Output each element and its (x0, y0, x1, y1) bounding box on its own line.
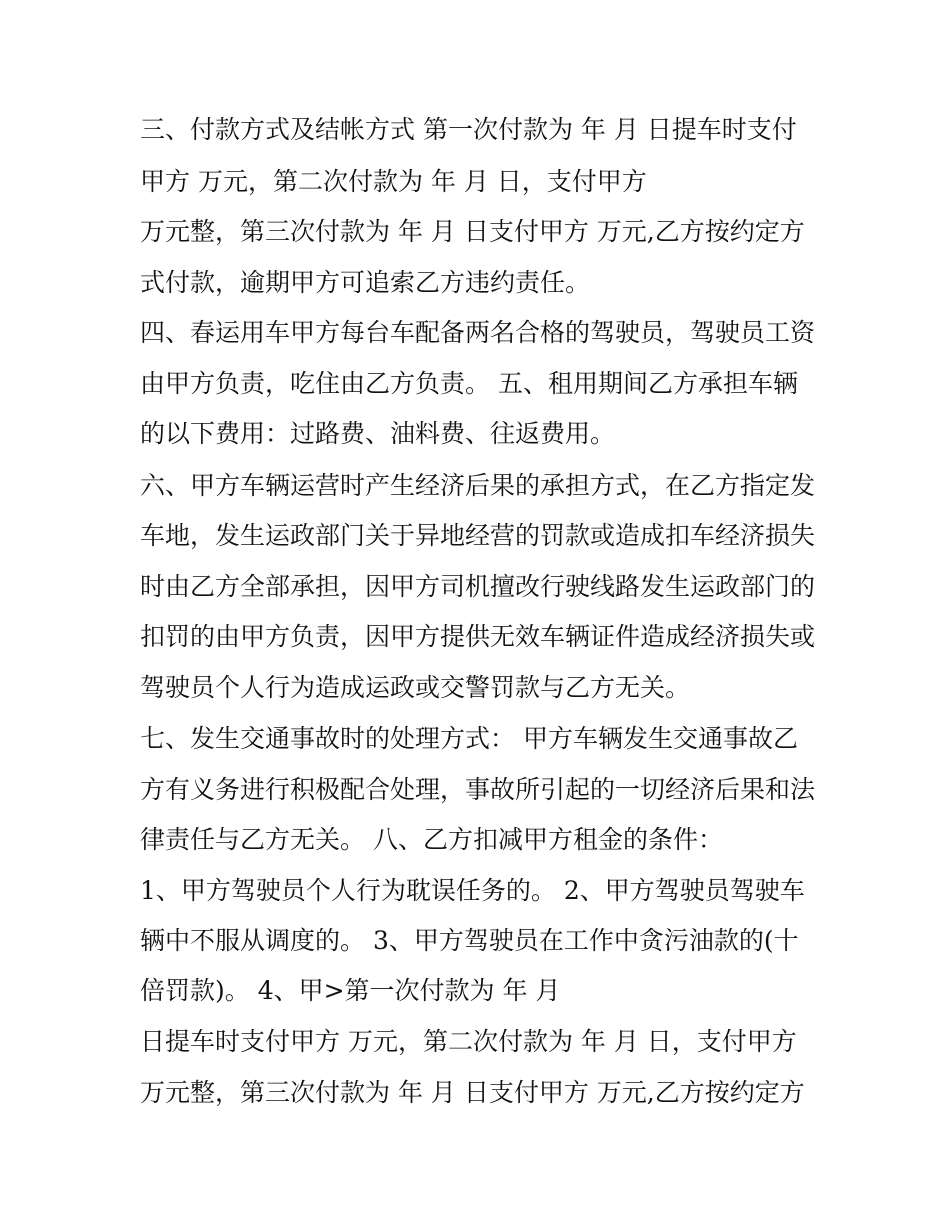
text-line: 由甲方负责，吃住由乙方负责。 五、租用期间乙方承担车辆 (140, 369, 798, 398)
text-line: 1、甲方驾驶员个人行为耽误任务的。 2、甲方驾驶员驾驶车 (140, 876, 805, 905)
text-line: 三、付款方式及结帐方式 第一次付款为 年 月 日提车时支付 (140, 115, 797, 144)
text-line: 式付款，逾期甲方可追索乙方违约责任。 (140, 268, 591, 297)
text-line: 方有义务进行积极配合处理，事故所引起的一切经济后果和法 (140, 775, 816, 804)
text-line: 万元整，第三次付款为 年 月 日支付甲方 万元,乙方按约定方 (140, 1078, 805, 1107)
text-line: 车地，发生运政部门关于异地经营的罚款或造成扣车经济损失 (140, 521, 816, 550)
text-line: 时由乙方全部承担，因甲方司机擅改行驶线路发生运政部门的 (140, 572, 816, 601)
text-line: 律责任与乙方无关。 八、乙方扣减甲方租金的条件： (140, 825, 723, 854)
text-line: 倍罚款)。 4、甲>第一次付款为 年 月 (140, 976, 561, 1005)
text-line: 扣罚的由甲方负责，因甲方提供无效车辆证件造成经济损失或 (140, 622, 816, 651)
text-line: 辆中不服从调度的。 3、甲方驾驶员在工作中贪污油款的(十 (140, 926, 799, 955)
text-line: 四、春运用车甲方每台车配备两名合格的驾驶员，驾驶员工资 (140, 318, 816, 347)
text-line: 万元整，第三次付款为 年 月 日支付甲方 万元,乙方按约定方 (140, 217, 805, 246)
text-line: 七、发生交通事故时的处理方式： 甲方车辆发生交通事故乙 (140, 724, 798, 753)
text-line: 甲方 万元，第二次付款为 年 月 日，支付甲方 (140, 167, 647, 196)
text-line: 的以下费用：过路费、油料费、往返费用。 (140, 419, 616, 448)
text-line: 驾驶员个人行为造成运政或交警罚款与乙方无关。 (140, 673, 691, 702)
text-line: 日提车时支付甲方 万元，第二次付款为 年 月 日，支付甲方 (140, 1027, 797, 1056)
text-line: 六、甲方车辆运营时产生经济后果的承担方式，在乙方指定发 (140, 471, 816, 500)
